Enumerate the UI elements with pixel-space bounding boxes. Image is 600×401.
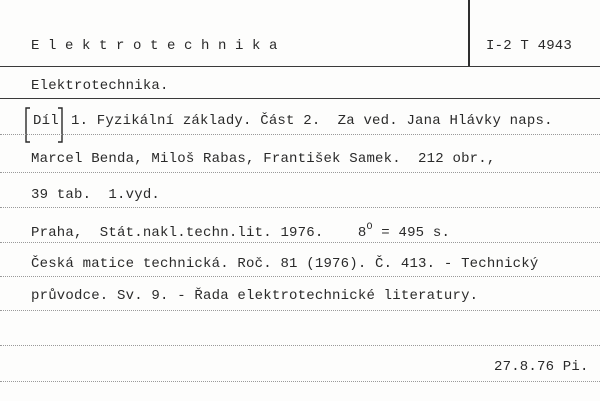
dotted-rule — [0, 172, 600, 173]
card-title: Elektrotechnika. — [31, 78, 169, 94]
date-initials: 27.8.76 Pi. — [494, 359, 589, 375]
body-line-5: Česká matice technická. Roč. 81 (1976). Č. 413. - Technický — [31, 256, 539, 272]
header-rule — [0, 66, 600, 67]
dotted-rule — [0, 242, 600, 243]
format-superscript: O — [366, 222, 373, 233]
body-line-2: Marcel Benda, Miloš Rabas, František Samek. 212 obr., — [31, 151, 496, 167]
dotted-rule — [0, 381, 600, 382]
body-line-1: 1. Fyzikální základy. Část 2. Za ved. Jana Hlávky naps. — [71, 113, 553, 129]
volume-label: Díl — [33, 113, 59, 129]
body-line-3: 39 tab. 1.vyd. — [31, 187, 161, 203]
dotted-rule — [0, 134, 600, 135]
call-number: I-2 T 4943 — [486, 38, 573, 54]
body-line-6: průvodce. Sv. 9. - Řada elektrotechnické literatury. — [31, 288, 479, 304]
imprint-text: Praha, Stát.nakl.techn.lit. 1976. 8 — [31, 225, 367, 241]
body-line-4 — [31, 220, 450, 241]
header-divider — [468, 0, 470, 66]
dotted-rule — [0, 310, 600, 311]
dotted-rule — [0, 345, 600, 346]
card-heading: Elektrotechnika — [31, 38, 287, 54]
format-text: = 495 s. — [372, 225, 451, 241]
dotted-rule — [0, 276, 600, 277]
title-rule — [0, 98, 600, 99]
dotted-rule — [0, 207, 600, 208]
